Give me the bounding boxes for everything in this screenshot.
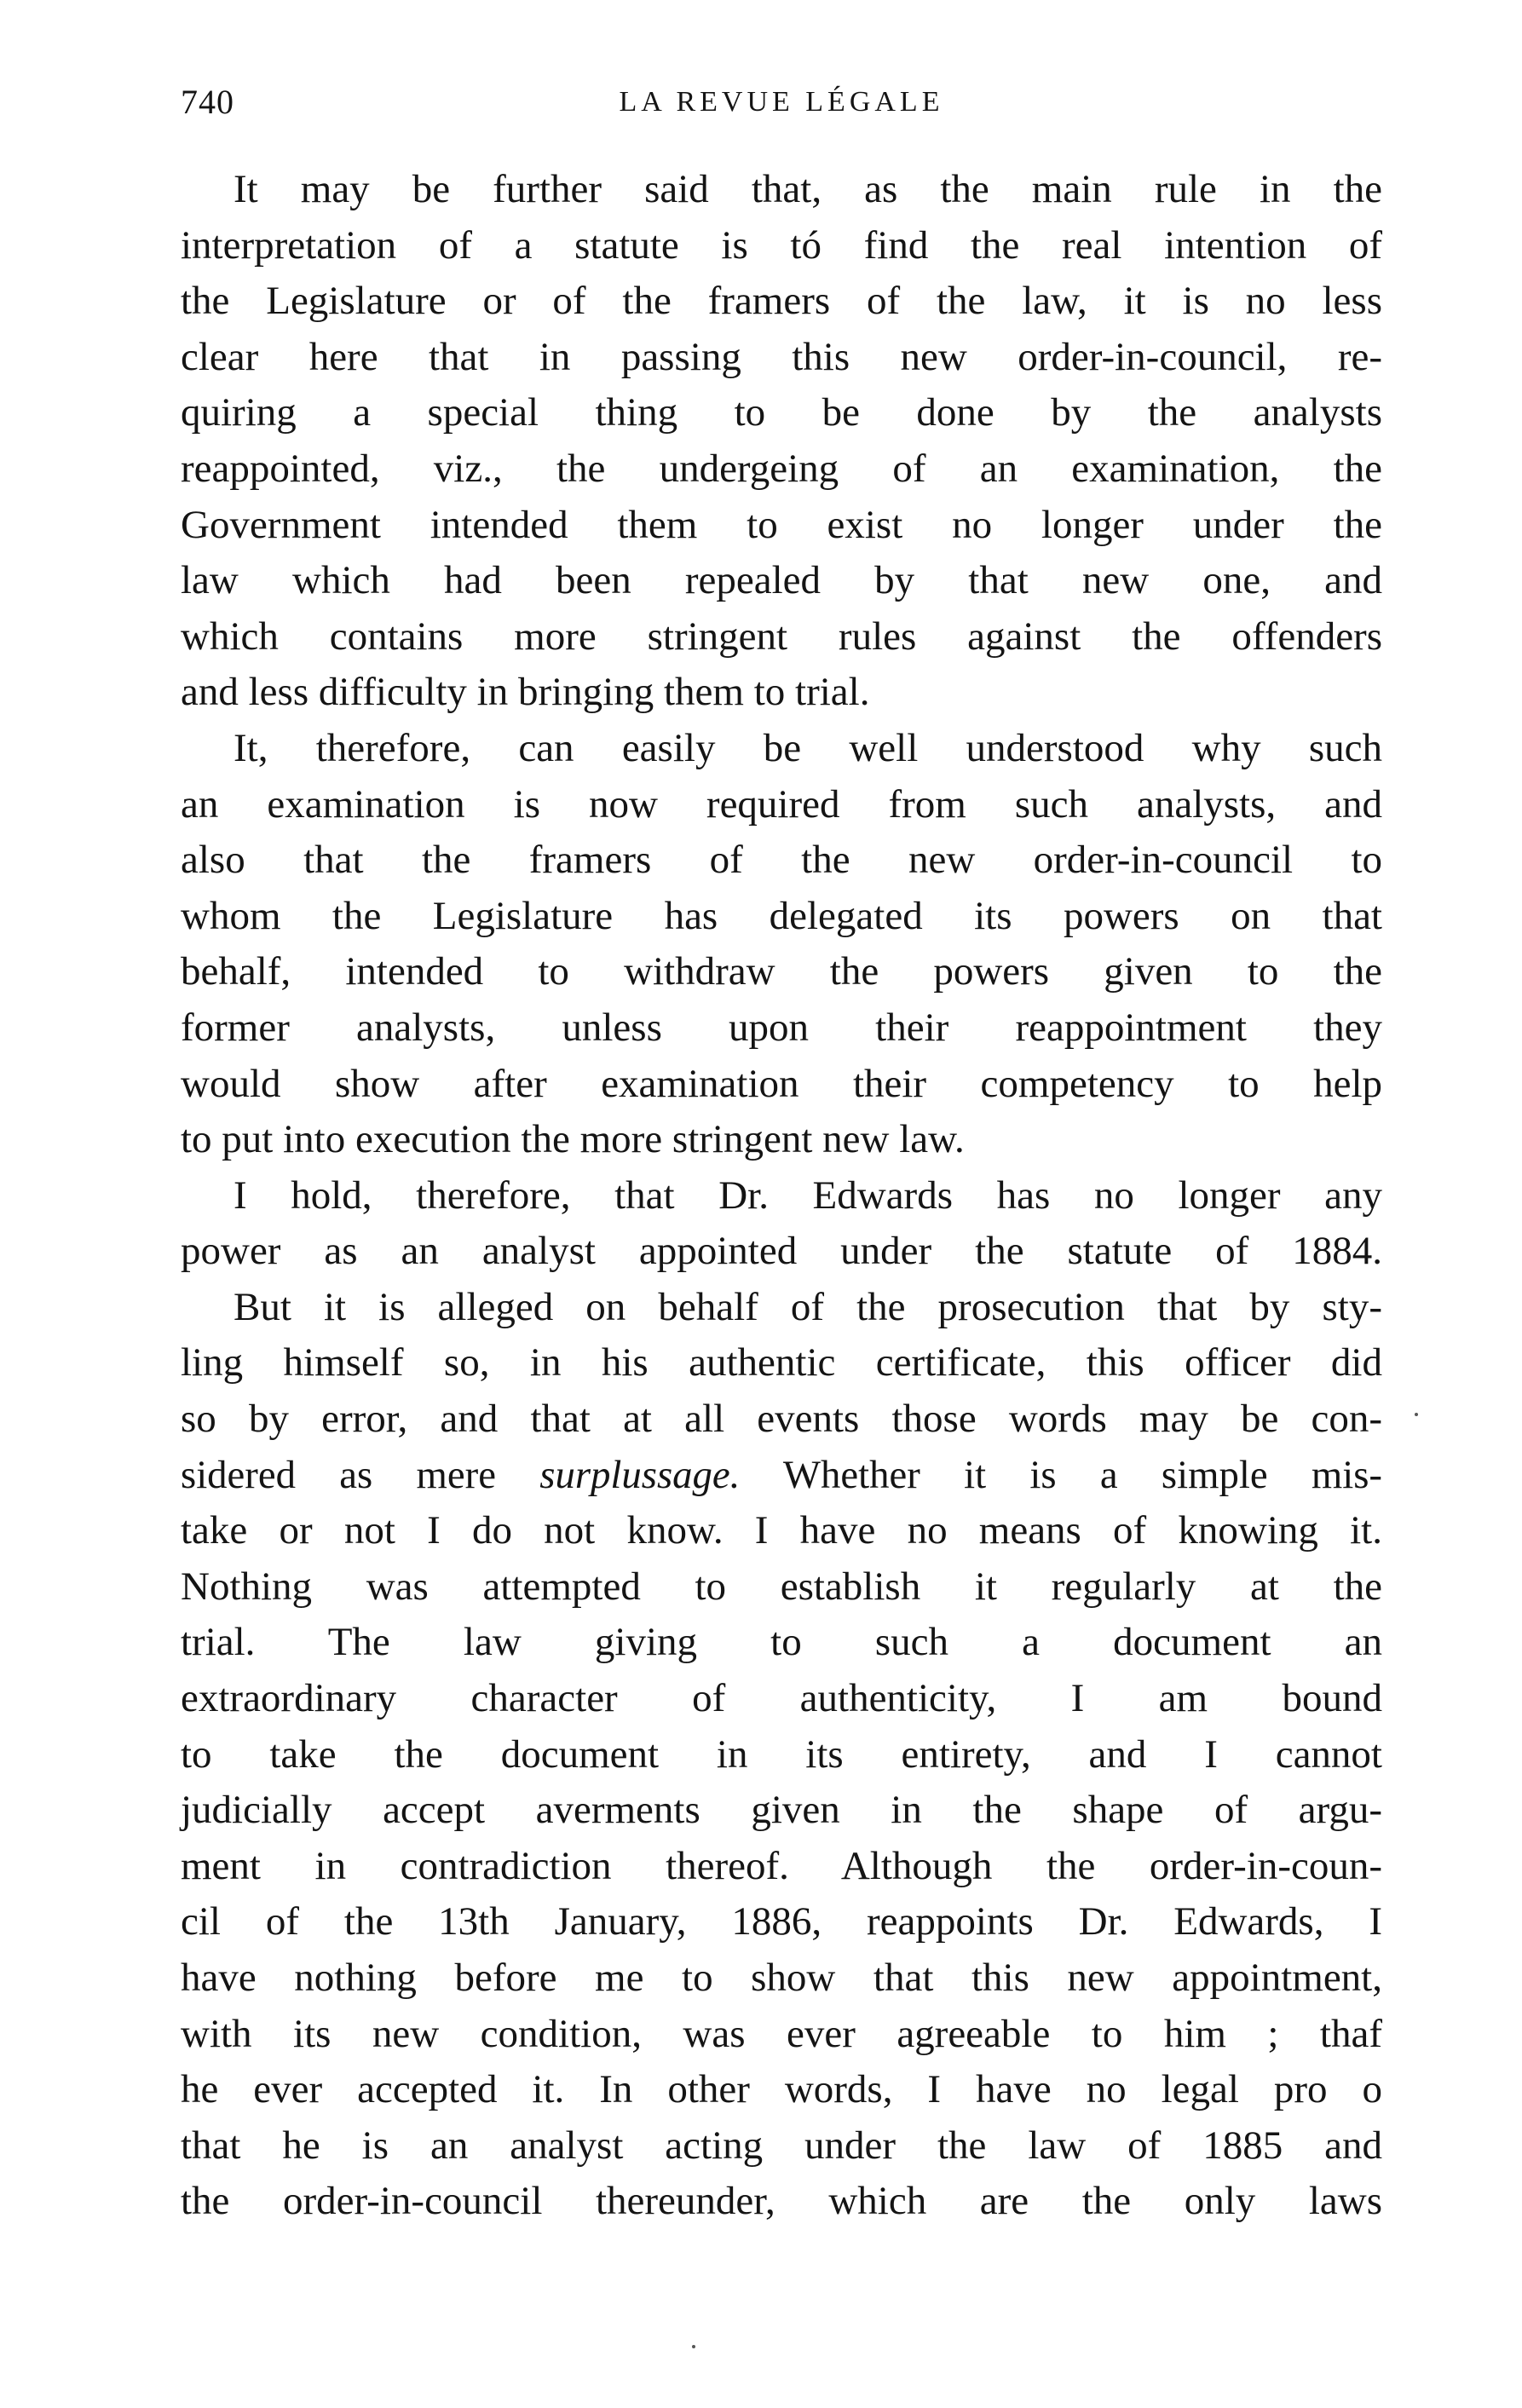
text-line: have nothing before me to show that this new appointment, <box>181 1956 1382 2000</box>
text-line: with its new condition, was ever agreeable to him ; thaf <box>181 2011 1382 2056</box>
text-line: interpretation of a statute is tó find the real intention of <box>181 222 1382 268</box>
text-line: reappointed, viz., the undergeing of an examination, the <box>181 446 1382 491</box>
text-line: an examination is now required from such analysts, and <box>181 781 1382 827</box>
text-line: power as an analyst appointed under the statute of 1884. <box>181 1229 1382 1274</box>
paragraph-4 <box>181 1280 1382 2230</box>
text-line: extraordinary character of authenticity, I am bound <box>181 1676 1382 1721</box>
text-line: also that the framers of the new order-in-council to <box>181 838 1382 883</box>
running-head <box>181 77 1382 128</box>
print-speck <box>692 2345 695 2348</box>
text-line: would show after examination their competency to help <box>181 1061 1382 1106</box>
text-line: ment in contradiction thereof. Although the order-in-coun- <box>181 1843 1382 1888</box>
line-segment: sidered as mere <box>181 1452 540 1497</box>
italic-term: surplussage. <box>539 1452 741 1497</box>
text-line: the Legislature or of the framers of the law, it is no less <box>181 279 1382 324</box>
text-line: former analysts, unless upon their reappointment they <box>181 1005 1382 1050</box>
text-line: It, therefore, can easily be well understood why such <box>233 725 1382 770</box>
text-line: law which had been repealed by that new one, and <box>181 558 1382 603</box>
text-line: cil of the 13th January, 1886, reappoints Dr. Edwards, I <box>181 1899 1382 1944</box>
text-line: whom the Legislature has delegated its powers on that <box>181 893 1382 938</box>
text-line: so by error, and that at all events those words may be con- <box>181 1397 1382 1442</box>
text-line: the order-in-council thereunder, which are the only laws <box>181 2179 1382 2224</box>
text-line: quiring a special thing to be done by the analysts <box>181 390 1382 435</box>
text-line: trial. The law giving to such a document an <box>181 1620 1382 1665</box>
text-line: Government intended them to exist no longer under the <box>181 502 1382 547</box>
body-text <box>181 162 1382 2230</box>
paragraph-1 <box>181 162 1382 721</box>
text-line: to put into execution the more stringent new law. <box>181 1117 965 1162</box>
page-number: 740 <box>181 83 234 121</box>
text-line: he ever accepted it. In other words, I have no legal pro o <box>181 2067 1382 2112</box>
line-segment: Whether it is a simple mis- <box>740 1452 1382 1497</box>
text-line: behalf, intended to withdraw the powers given to the <box>181 949 1382 994</box>
paragraph-2 <box>181 721 1382 1168</box>
text-line: that he is an analyst acting under the law of 1885 and <box>181 2123 1382 2168</box>
text-line: It may be further said that, as the main rule in the <box>233 167 1382 211</box>
text-line: ling himself so, in his authentic certificate, this officer did <box>181 1340 1382 1385</box>
journal-title: LA REVUE LÉGALE <box>619 86 944 118</box>
text-line: to take the document in its entirety, and I cannot <box>181 1731 1382 1777</box>
text-line-with-italic <box>181 1448 1382 1504</box>
text-line: which contains more stringent rules against the offenders <box>181 614 1382 659</box>
text-line: Nothing was attempted to establish it regularly at the <box>181 1564 1382 1609</box>
text-line: clear here that in passing this new order-in-council, re- <box>181 334 1382 379</box>
text-line: take or not I do not know. I have no means of knowing it. <box>181 1508 1382 1553</box>
print-speck <box>1415 1413 1418 1416</box>
text-line: I hold, therefore, that Dr. Edwards has no longer any <box>233 1172 1382 1218</box>
text-line: and less difficulty in bringing them to trial. <box>181 670 870 715</box>
text-line: But it is alleged on behalf of the prosecution that by sty- <box>233 1284 1382 1329</box>
text-line: judicially accept averments given in the shape of argu- <box>181 1788 1382 1833</box>
paragraph-3 <box>181 1168 1382 1280</box>
